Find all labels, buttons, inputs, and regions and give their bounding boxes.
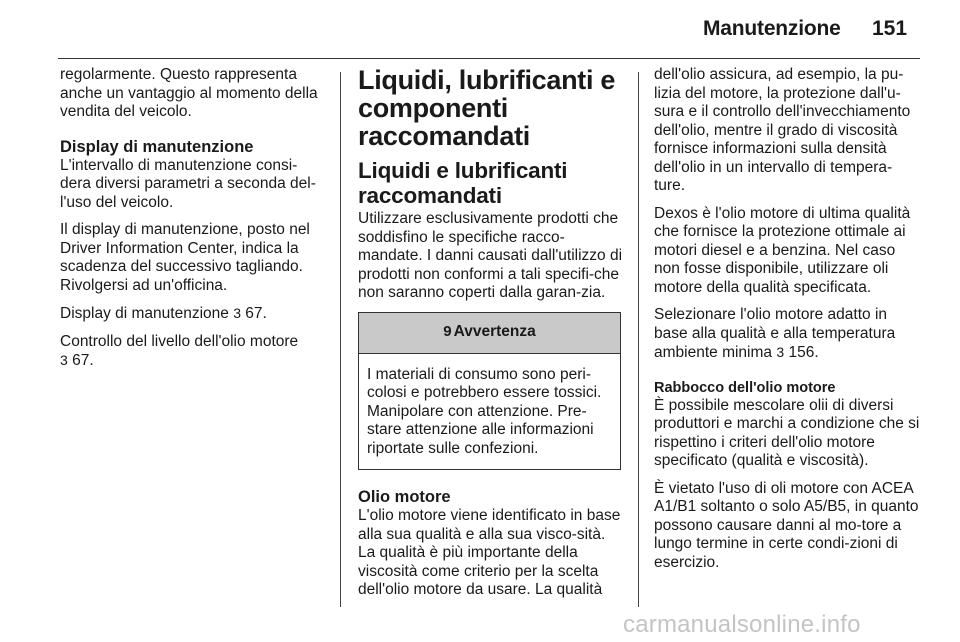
page-header — [0, 0, 960, 60]
warning-body: I materiali di consumo sono peri-colosi e potrebbero essere tossici. Manipolare con attenzione. Pre-stare attenzione alle informazioni riportate sulle confezioni. — [367, 365, 602, 457]
warning-triangle-icon: 9 — [443, 323, 452, 341]
heading-display-manutenzione: Display di manutenzione — [60, 137, 254, 156]
reference-arrow-icon: 3 — [776, 344, 785, 360]
topup-paragraph-1: È possibile mescolare olii di diversi produttori e marchi a condizione che si rispettino i criteri dell'olio motore specificato (qualità e viscosità). — [654, 396, 920, 469]
column-3 — [654, 66, 922, 581]
cross-reference-2 — [60, 333, 324, 371]
reference-page: 67. — [72, 352, 94, 369]
select-oil-text: Selezionare l'olio motore adatto in base alla qualità e alla temperatura ambiente minima — [654, 306, 896, 361]
page-number: 151 — [872, 17, 908, 40]
heading-liquidi-lubrificanti-componenti: Liquidi, lubrificanti e componenti raccomandati — [358, 65, 616, 151]
warning-header — [359, 313, 620, 354]
header-divider — [58, 58, 920, 59]
display-paragraph-2: Il display di manutenzione, posto nel Driver Information Center, indica la scadenza del successivo tagliando. Rivolgersi ad un'officina. — [60, 221, 310, 294]
reference-page: 67. — [245, 305, 267, 322]
warning-title: Avvertenza — [453, 323, 536, 341]
reference-arrow-icon: 3 — [60, 352, 68, 368]
section-title: Manutenzione — [703, 17, 841, 40]
reference-text: Controllo del livello dell'olio motore — [60, 332, 299, 350]
reference-arrow-icon: 3 — [233, 305, 241, 321]
display-paragraph-1: L'intervallo di manutenzione consi-dera diversi parametri a seconda del-l'uso del veicolo. — [60, 156, 316, 211]
cross-reference-1 — [60, 304, 324, 324]
watermark-link[interactable]: carmanualsonline.info — [623, 611, 861, 638]
reference-text: Display di manutenzione — [60, 305, 229, 322]
column-2 — [358, 66, 623, 609]
heading-rabbocco-olio: Rabbocco dell'olio motore — [654, 379, 836, 396]
column-divider-1 — [340, 72, 341, 607]
heading-olio-motore: Olio motore — [358, 488, 451, 506]
fluids-paragraph: Utilizzare esclusivamente prodotti che soddisfino le specifiche racco-mandate. I danni causati dall'utilizzo di prodotti non conformi a tali specifi-che non saranno coperti dalla garan-zia. — [358, 210, 623, 301]
reference-page: 156. — [788, 344, 819, 361]
intro-paragraph: regolarmente. Questo rappresenta anche un vantaggio al momento della vendita del veicolo. — [60, 66, 318, 120]
column-divider-2 — [638, 72, 639, 607]
heading-liquidi-lubrificanti: Liquidi e lubrificanti raccomandati — [358, 158, 568, 208]
dexos-paragraph: Dexos è l'olio motore di ultima qualità che fornisce la protezione ottimale ai motori diesel e a benzina. Nel caso non fosse disponibile, utilizzare oli motore della qualità specificata. — [654, 204, 911, 296]
oil-paragraph: L'olio motore viene identificato in base alla sua qualità e alla sua visco-sità. La qualità è più importante della viscosità come criterio per la scelta dell'olio motore da usare. La qualità — [358, 507, 621, 598]
warning-box — [358, 312, 621, 471]
oil-continued-paragraph: dell'olio assicura, ad esempio, la pu-lizia del motore, la protezione dall'u-sura e il controllo dell'invecchiamento dell'olio, mentre il grado di viscosità fornisce informazioni sulla densità dell'olio in un intervallo di tempera-ture. — [654, 66, 911, 194]
select-oil-paragraph — [654, 306, 922, 363]
topup-paragraph-2: È vietato l'uso di oli motore con ACEA A1/B1 soltanto o solo A5/B5, in quanto possono causare danni al mo-tore a lungo termine in certe condi-zioni di esercizio. — [654, 479, 919, 571]
column-1 — [60, 66, 324, 380]
